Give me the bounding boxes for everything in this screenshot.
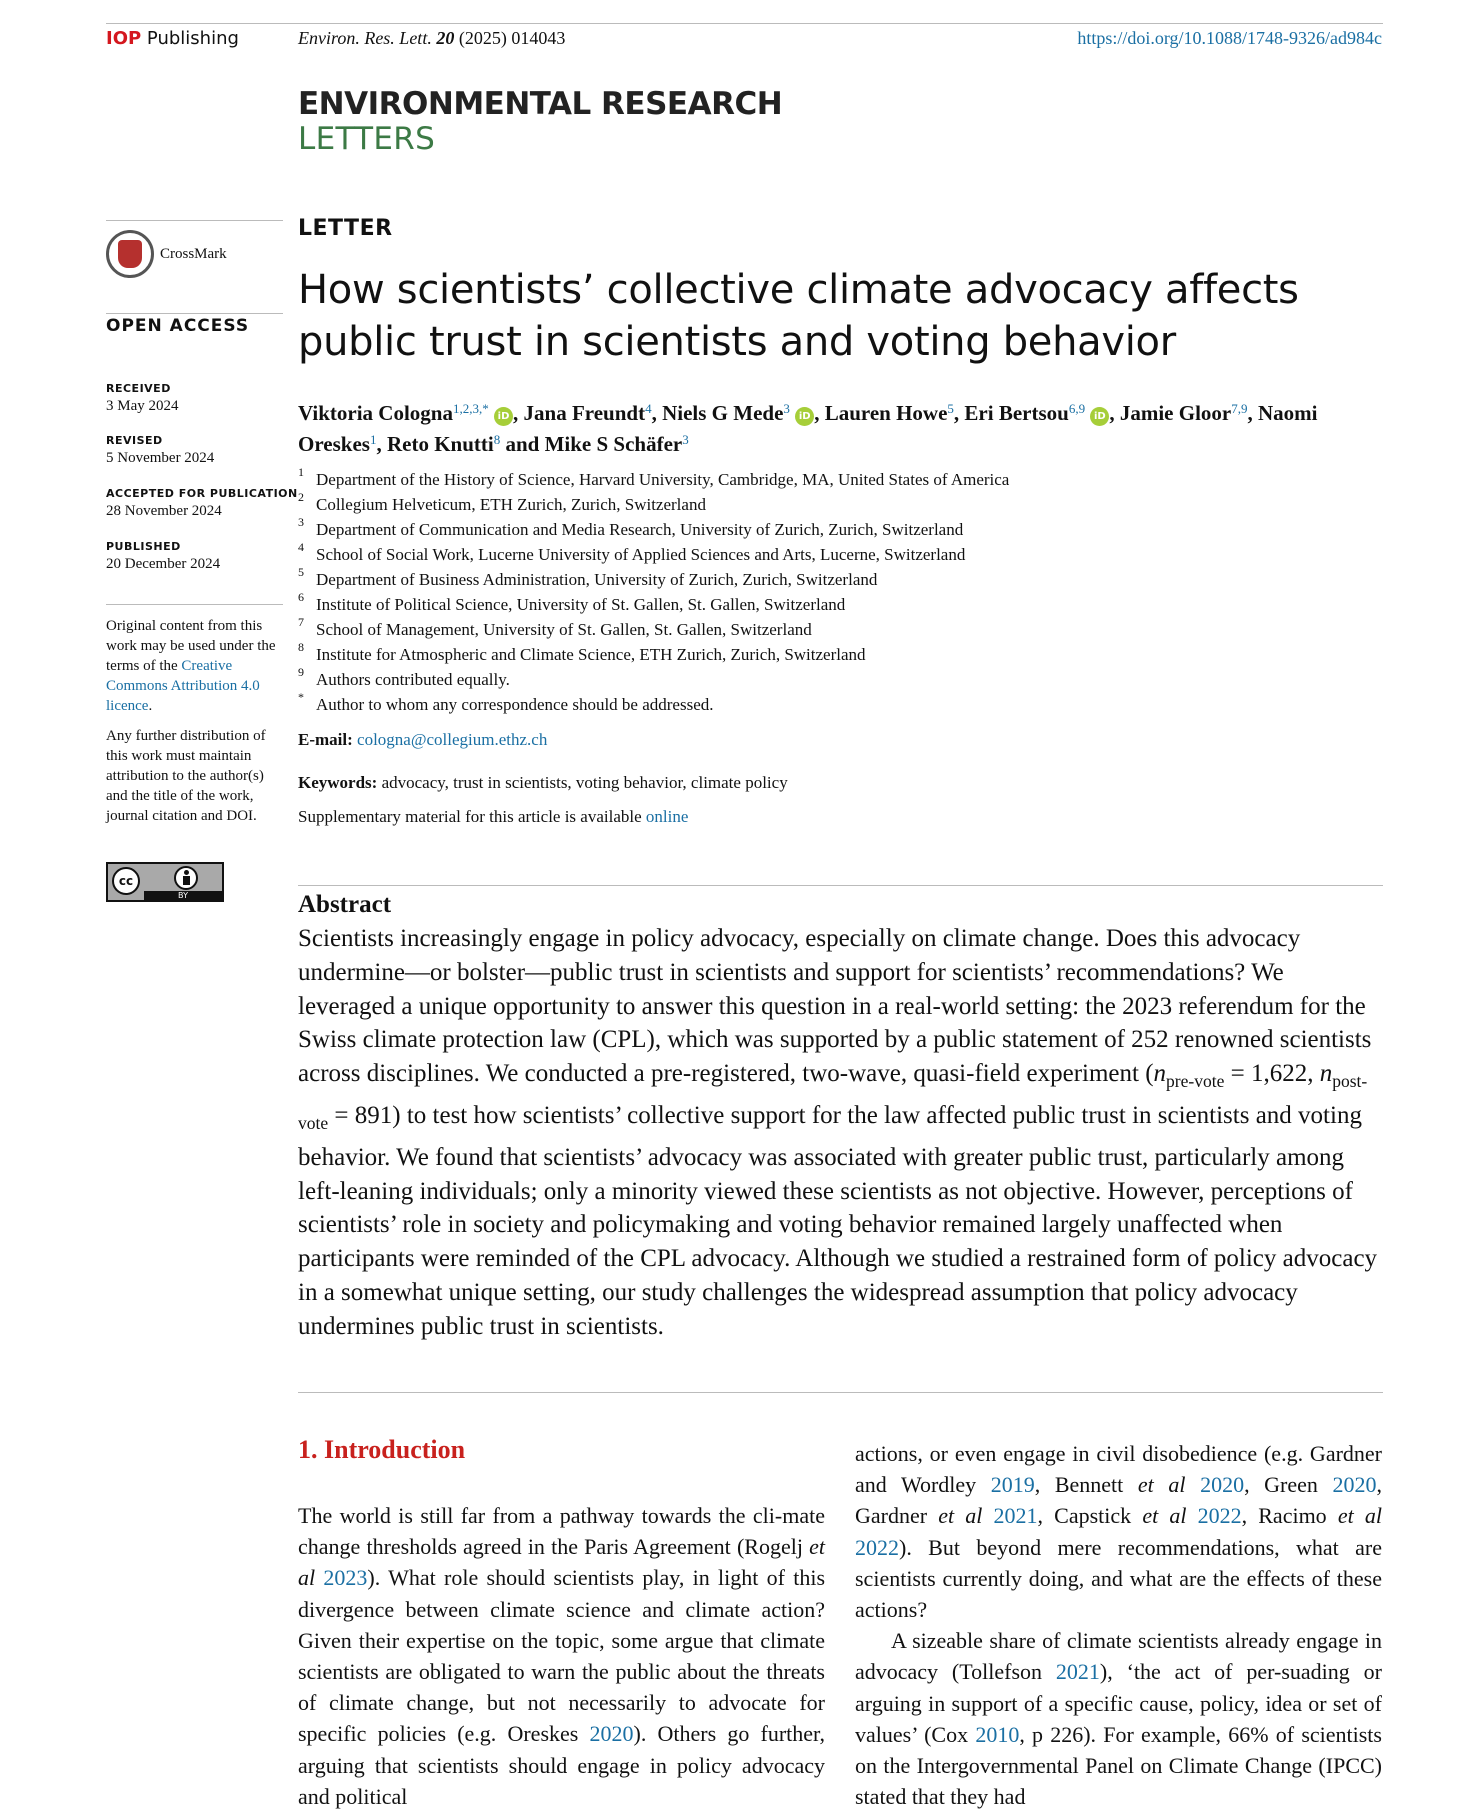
affiliation-text: Institute of Political Science, University of St. Gallen, St. Gallen, Switzerland [316, 595, 846, 614]
author[interactable]: Lauren Howe$^5$ [824, 400, 954, 425]
affiliation-text: Department of the History of Science, Harvard University, Cambridge, MA, United States of America [316, 470, 1010, 489]
affiliation-number: * [298, 690, 304, 704]
orcid-icon[interactable]: iD [795, 407, 814, 426]
affiliation-text: School of Social Work, Lucerne University of Applied Sciences and Arts, Lucerne, Switzerland [316, 545, 966, 564]
accepted-label: ACCEPTED FOR PUBLICATION [106, 487, 298, 500]
paragraph: actions, or even engage in civil disobedience (e.g. Gardner and Wordley 2019, Bennett et al 2020, Green 2020, Gardner et al 2021, Capstick et al 2022, Racimo et al 2022). But beyond mere recommendations, what are scientists currently doing, and what are the effects of these actions? [855, 1441, 1383, 1623]
received-date: 3 May 2024 [106, 398, 179, 414]
abstract-heading: Abstract [298, 891, 392, 918]
revised-label: REVISED [106, 434, 163, 447]
author[interactable]: Viktoria Cologna$^{1,2,3,*}$ [298, 400, 489, 425]
author[interactable]: Eri Bertsou$^{6,9}$ [964, 400, 1086, 425]
abstract-rule-top [298, 885, 1383, 886]
distribution-note: Any further distribution of this work must maintain attribution to the author(s) and the title of the work, journal citation and DOI. [106, 728, 266, 824]
journal-brand-line2: LETTERS [298, 121, 436, 157]
affiliation-number: 1 [298, 465, 304, 479]
journal-brand-line1: ENVIRONMENTAL RESEARCH [298, 86, 783, 122]
article-title: How scientists’ collective climate advocacy affects public trust in scientists and voting behavior [298, 267, 1299, 365]
affiliation-text: Authors contributed equally. [316, 670, 510, 689]
citation-link[interactable]: 2022 [1197, 1503, 1242, 1529]
cc-license-link[interactable]: Creative Commons Attribution 4.0 licence [106, 658, 260, 714]
sidebar-rule-top [106, 220, 283, 221]
affiliation-number: 6 [298, 590, 304, 604]
sidebar-rule-license [106, 604, 283, 605]
header-rule [106, 23, 1383, 24]
body-column-right [855, 1438, 1382, 1812]
crossmark-label[interactable]: CrossMark [160, 246, 227, 262]
author[interactable]: Reto Knutti$^8$ [386, 431, 501, 456]
received-label: RECEIVED [106, 382, 171, 395]
citation-link[interactable]: 2021 [1055, 1659, 1100, 1685]
citation-link[interactable]: 2022 [855, 1534, 899, 1560]
open-access-label: OPEN ACCESS [106, 316, 250, 336]
citation-link[interactable]: 2019 [990, 1472, 1035, 1498]
abstract-text: Scientists increasingly engage in policy advocacy, especially on climate change. Does this advocacy undermine—or bolster—public trust in scientists and support for scientists’ recommendations? We leveraged a unique opportunity to answer this question in a real-world setting: the 2023 referendum for the Swiss climate protection law (CPL), which was supported by a public statement of 252 renowned scientists across disciplines. We conducted a pre-registered, two-wave, quasi-field experiment ($n_{pre-vote} = 1,622$, $n_{post-vote} = 891$) to test how scientists’ collective support for the law affected public trust in scientists and voting behavior. We found that scientists’ advocacy was associated with greater public trust, particularly among left-leaning individuals; only a minority viewed these scientists as not objective. However, perceptions of scientists’ role in society and policymaking and voting behavior remained largely unaffected when participants were reminded of the CPL advocacy. Although we studied a restrained form of policy advocacy in a somewhat unique setting, our study challenges the widespread assumption that policy advocacy undermines public trust in scientists. [298, 925, 1378, 1340]
crossmark-icon[interactable] [106, 230, 154, 278]
section-heading-introduction: 1. Introduction [298, 1435, 466, 1464]
citation-link[interactable]: 2020 [1200, 1472, 1245, 1498]
affiliation-number: 2 [298, 490, 304, 504]
affiliation-number: 7 [298, 615, 304, 629]
license-note: Original content from this work may be used under the terms of the Creative Commons Attribution 4.0 licence. [106, 618, 276, 714]
citation-link[interactable]: 2021 [993, 1503, 1038, 1529]
email-link[interactable]: cologna@collegium.ethz.ch [357, 730, 548, 749]
doi-link[interactable]: https://doi.org/10.1088/1748-9326/ad984c [1077, 28, 1382, 48]
affiliation-text: Collegium Helveticum, ETH Zurich, Zurich, Switzerland [316, 495, 706, 514]
affiliation-number: 9 [298, 665, 304, 679]
body-column-left [298, 1500, 825, 1812]
citation-link[interactable]: 2020 [1332, 1472, 1377, 1498]
author[interactable]: Jamie Gloor$^{7,9}$ [1119, 400, 1248, 425]
abstract-rule-bottom [298, 1392, 1383, 1393]
sidebar-rule-open-access [106, 313, 283, 314]
orcid-icon[interactable]: iD [1090, 407, 1109, 426]
affiliation-number: 5 [298, 565, 304, 579]
author-list: Viktoria Cologna$^{1,2,3,*}$ iD , Jana Freundt$^4$, Niels G Mede$^3$ iD , Lauren Howe$^5$, Eri Bertsou$^{6,9}$ iD , Jamie Gloor$^{7,9}$, Naomi Oreskes$^1$, Reto Knutti$^8$ and Mike S Schäfer$^3$ [298, 400, 1318, 456]
affiliation-text: Department of Communication and Media Research, University of Zurich, Zurich, Switzerland [316, 520, 964, 539]
cc-icon: cc [112, 867, 140, 895]
paragraph: A sizeable share of climate scientists already engage in advocacy (Tollefson 2021), ‘the act of per-suading or arguing in support of a specific cause, policy, idea or set of values’ (Cox 2010, p 226). For example, 66% of scientists on the Intergovernmental Panel on Climate Change (IPCC) stated that they had [855, 1628, 1382, 1810]
revised-date: 5 November 2024 [106, 450, 215, 466]
cc-by-badge[interactable] [106, 862, 224, 902]
keywords-line: Keywords: advocacy, trust in scientists, voting behavior, climate policy [298, 773, 788, 792]
author[interactable]: Naomi Oreskes$^1$ [298, 401, 1318, 456]
affiliation-number: 4 [298, 540, 304, 554]
author[interactable]: Niels G Mede$^3$ [662, 400, 790, 425]
affiliation-text: Author to whom any correspondence should be addressed. [316, 695, 714, 714]
citation-link[interactable]: 2023 [323, 1565, 368, 1591]
published-label: PUBLISHED [106, 540, 181, 553]
article-type: LETTER [298, 216, 393, 241]
journal-citation: Environ. Res. Lett. 20 (2025) 014043 [298, 28, 566, 48]
paragraph: The world is still far from a pathway towards the cli-mate change thresholds agreed in the Paris Agreement (Rogelj et al 2023). What role should scientists play, in light of this divergence between climate science and climate action? Given their expertise on the topic, some argue that climate scientists are obligated to warn the public about the threats of climate change, but not necessarily to advocate for specific policies (e.g. Oreskes 2020). Others go further, arguing that scientists should engage in policy advocacy and political [298, 1503, 826, 1809]
by-label: BY [144, 891, 222, 900]
supplementary-link[interactable]: online [645, 807, 689, 826]
affiliation-text: Institute for Atmospheric and Climate Science, ETH Zurich, Zurich, Switzerland [316, 645, 866, 664]
author[interactable]: Mike S Schäfer$^3$ [544, 431, 689, 456]
citation-link[interactable]: 2010 [975, 1721, 1020, 1747]
publisher-logo[interactable]: IOP Publishing [106, 28, 239, 49]
published-date: 20 December 2024 [106, 556, 221, 572]
affiliation-number: 8 [298, 640, 304, 654]
affiliation-text: School of Management, University of St. Gallen, St. Gallen, Switzerland [316, 620, 812, 639]
accepted-date: 28 November 2024 [106, 503, 222, 519]
attribution-icon [174, 866, 198, 890]
supplementary-line: Supplementary material for this article is available online [298, 807, 689, 826]
author[interactable]: Jana Freundt$^4$ [523, 400, 652, 425]
orcid-icon[interactable]: iD [494, 407, 513, 426]
affiliation-text: Department of Business Administration, University of Zurich, Zurich, Switzerland [316, 570, 878, 589]
affiliation-number: 3 [298, 515, 304, 529]
email-line: E-mail: cologna@collegium.ethz.ch [298, 730, 548, 749]
citation-link[interactable]: 2020 [589, 1721, 634, 1747]
